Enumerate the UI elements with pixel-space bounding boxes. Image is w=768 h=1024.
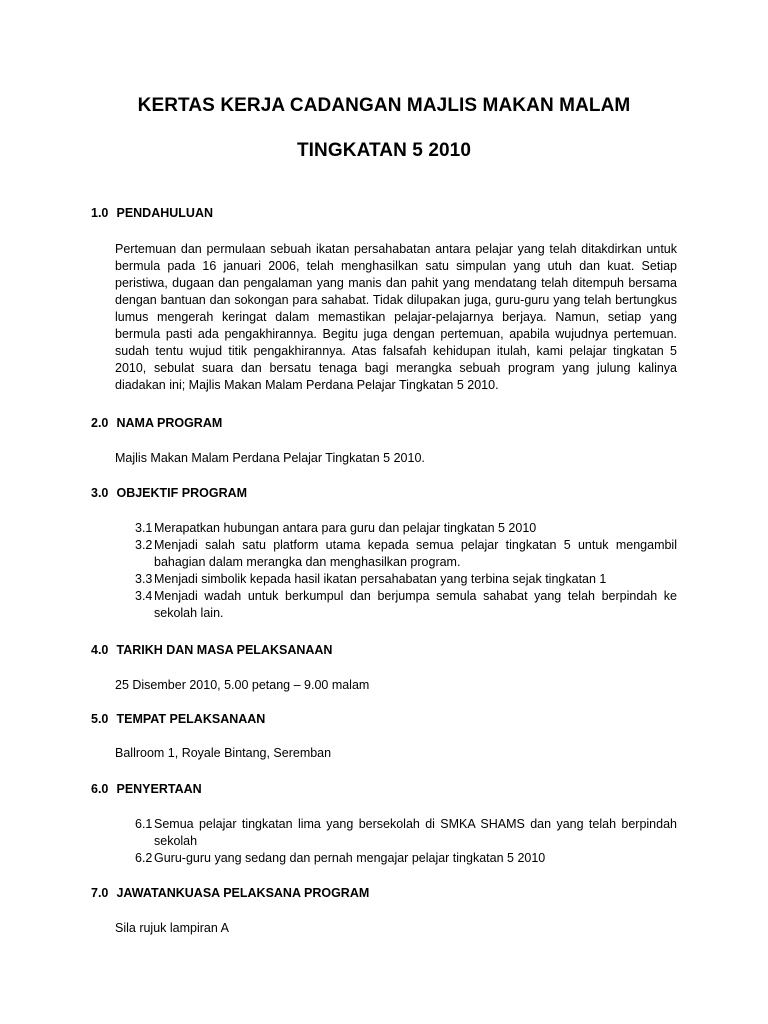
jawatankuasa-text: Sila rujuk lampiran A <box>115 921 229 935</box>
section-number: 4.0 <box>91 643 109 657</box>
section-heading-tempat <box>91 712 265 726</box>
list-item-number: 3.1 <box>135 521 153 535</box>
list-item-number: 3.2 <box>135 538 153 552</box>
document-subtitle: TINGKATAN 5 2010 <box>296 140 472 161</box>
section-number: 5.0 <box>91 712 109 726</box>
list-item <box>135 850 677 867</box>
section-number: 1.0 <box>91 206 109 220</box>
list-item-text: Semua pelajar tingkatan lima yang bersekolah di SMKA SHAMS dan yang telah berpindah sekolah <box>154 817 677 848</box>
section-heading-objektif-program <box>91 486 247 500</box>
list-item-number: 6.1 <box>135 817 153 831</box>
section-heading-tarikh-masa <box>91 643 332 657</box>
section-number: 6.0 <box>91 782 109 796</box>
section-number: 7.0 <box>91 886 109 900</box>
pendahuluan-paragraph: Pertemuan dan permulaan sebuah ikatan persahabatan antara pelajar yang telah ditakdirkan untuk bermula pada 16 januari 2006, telah menghasilkan satu simpulan yang utuh dan kuat. Setiap peristiwa, dugaan dan pengalaman yang manis dan pahit yang mendatang telah ditempuh bersama dengan bantuan dan sokongan para sahabat. Tidak dilupakan juga, guru-guru yang telah bertungkus lumus mengerah keringat dalam memastikan pelajar-pelajarnya berjaya. Namun, setiap yang bermula pasti ada pengakhirannya. Begitu juga dengan pertemuan, apabila wujudnya pertemuan. sudah tentu wujud titik pengakhirannya. Atas falsafah kehidupan itulah, kami pelajar tingkatan 5 2010, sebulat suara dan bersatu tenaga bagi merangka sebuah program yang julung kalinya diadakan ini; Majlis Makan Malam Perdana Pelajar Tingkatan 5 2010. <box>115 242 677 392</box>
list-item-number: 6.2 <box>135 851 153 865</box>
section-heading-nama-program <box>91 416 222 430</box>
list-item-text: Merapatkan hubungan antara para guru dan pelajar tingkatan 5 2010 <box>154 521 537 535</box>
section-heading-jawatankuasa <box>91 886 369 900</box>
section-title: PENYERTAAN <box>116 782 202 796</box>
section-heading-pendahuluan <box>91 206 213 220</box>
list-item <box>135 816 677 850</box>
tarikh-masa-text: 25 Disember 2010, 5.00 petang – 9.00 malam <box>115 678 370 692</box>
list-item <box>135 520 677 537</box>
list-item <box>135 588 677 622</box>
list-item-number: 3.4 <box>135 589 153 603</box>
section-title: TEMPAT PELAKSANAAN <box>116 712 266 726</box>
penyertaan-list <box>135 816 677 867</box>
list-item-text: Menjadi salah satu platform utama kepada semua pelajar tingkatan 5 untuk mengambil bahagian dalam merangka dan menghasilkan program. <box>154 538 677 569</box>
document-title: KERTAS KERJA CADANGAN MAJLIS MAKAN MALAM <box>137 95 631 116</box>
section-number: 3.0 <box>91 486 109 500</box>
list-item-text: Menjadi simbolik kepada hasil ikatan persahabatan yang terbina sejak tingkatan 1 <box>154 572 607 586</box>
section-heading-penyertaan <box>91 782 202 796</box>
section-title: JAWATANKUASA PELAKSANA PROGRAM <box>116 886 370 900</box>
section-title: TARIKH DAN MASA PELAKSANAAN <box>116 643 333 657</box>
list-item <box>135 571 677 588</box>
list-item-text: Menjadi wadah untuk berkumpul dan berjumpa semula sahabat yang telah berpindah ke sekolah lain. <box>154 589 677 620</box>
tempat-text: Ballroom 1, Royale Bintang, Seremban <box>115 746 332 760</box>
section-number: 2.0 <box>91 416 109 430</box>
section-title: NAMA PROGRAM <box>116 416 223 430</box>
section-title: OBJEKTIF PROGRAM <box>116 486 248 500</box>
list-item-text: Guru-guru yang sedang dan pernah mengajar pelajar tingkatan 5 2010 <box>154 851 546 865</box>
nama-program-text: Majlis Makan Malam Perdana Pelajar Tingkatan 5 2010. <box>115 451 425 465</box>
list-item-number: 3.3 <box>135 572 153 586</box>
list-item <box>135 537 677 571</box>
objektif-list <box>135 520 677 622</box>
section-title: PENDAHULUAN <box>116 206 214 220</box>
